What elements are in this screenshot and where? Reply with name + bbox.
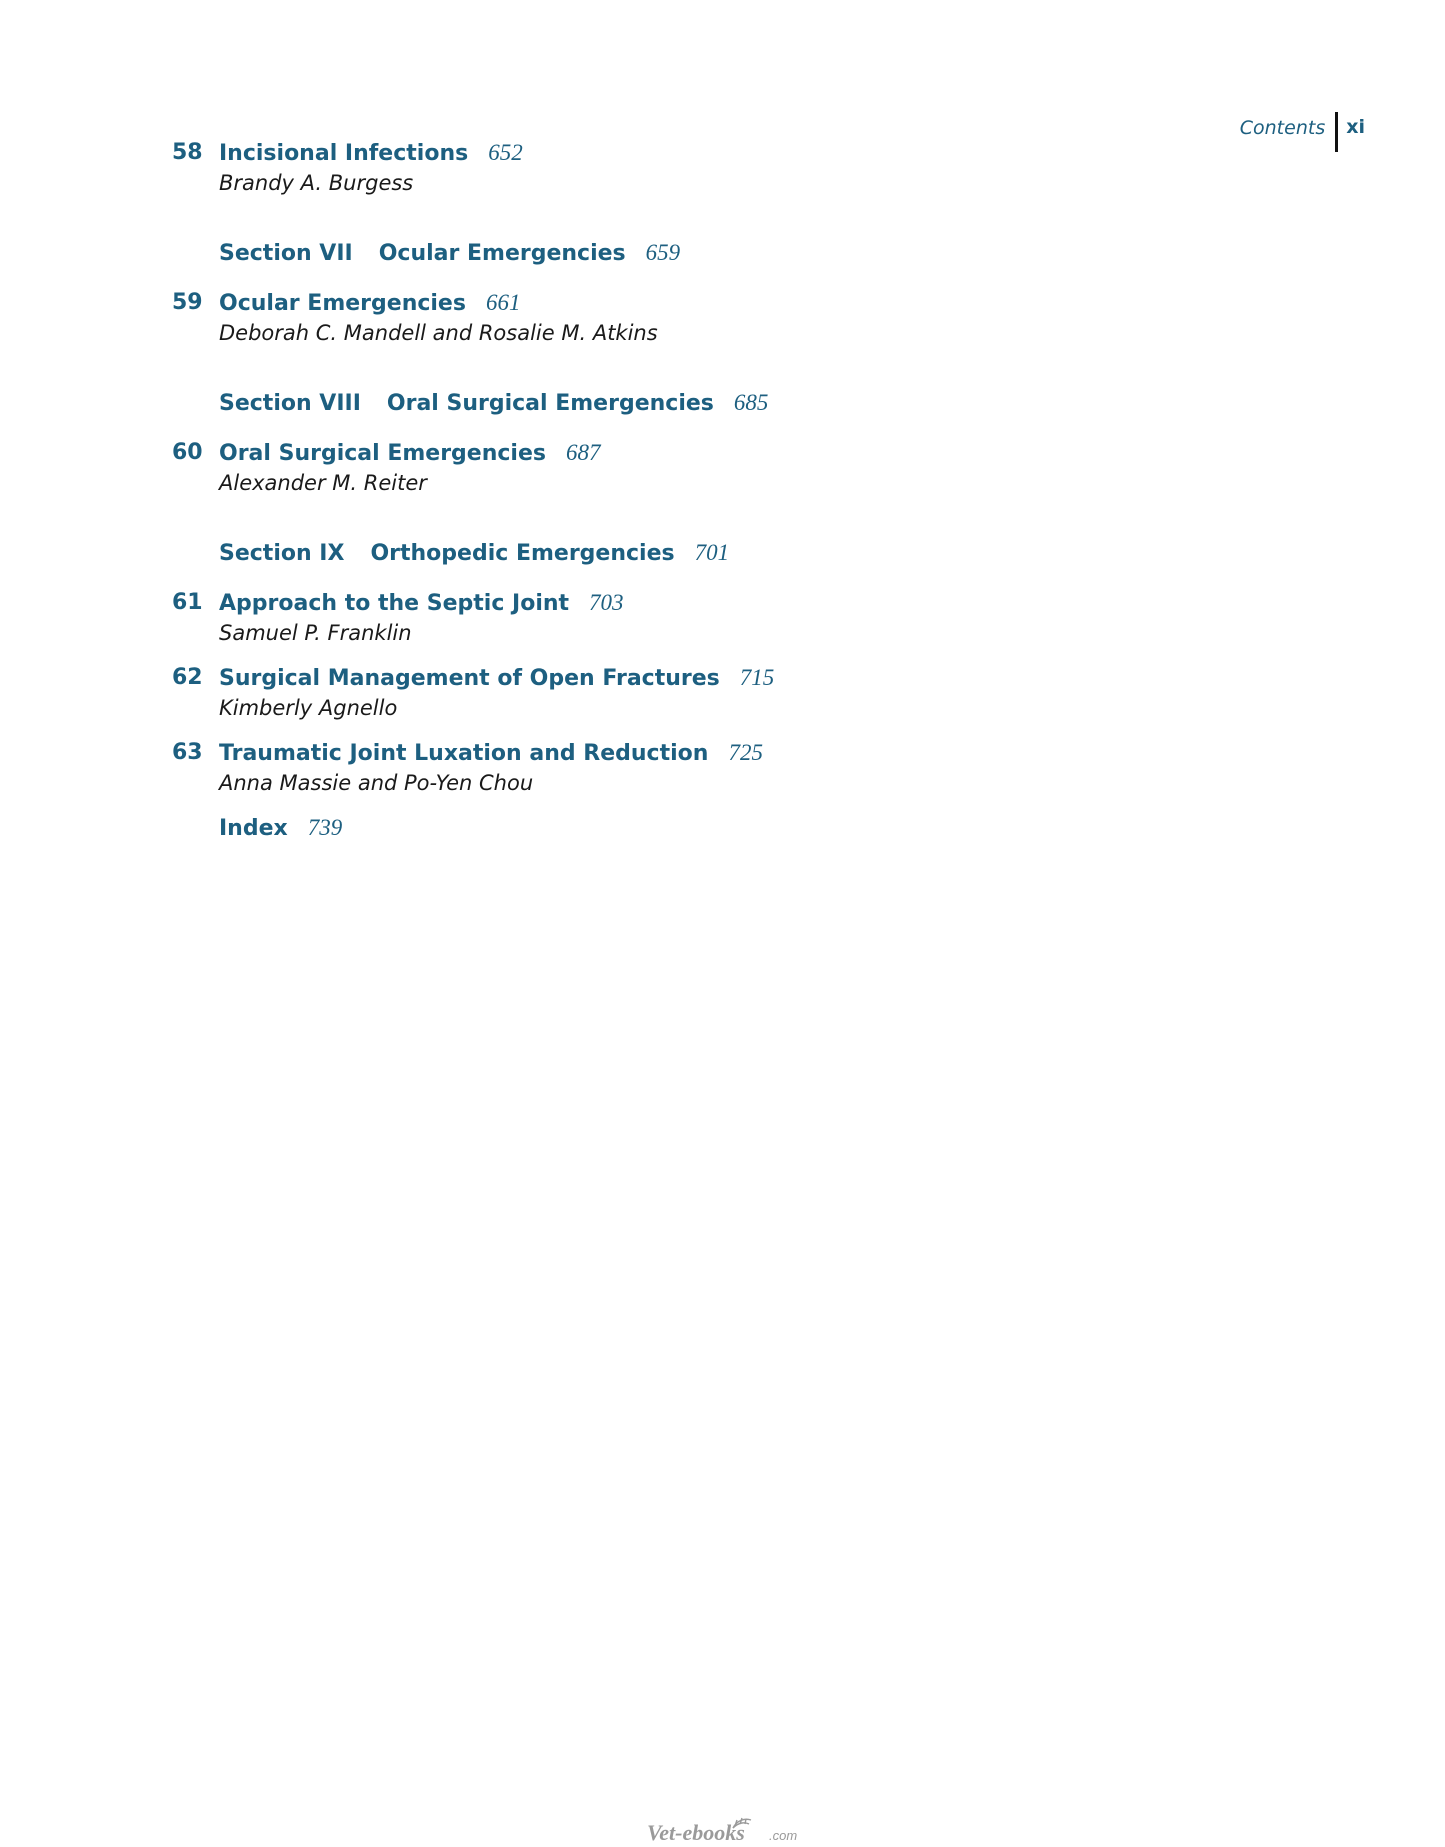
toc-section-vii[interactable] <box>0 238 1300 268</box>
toc-chapter-62[interactable] <box>0 663 1300 720</box>
vet-ebooks-watermark <box>645 1814 815 1846</box>
chapter-page: 661 <box>485 290 521 315</box>
toc-section-viii[interactable] <box>0 388 1300 418</box>
section-label: Section VII <box>219 241 353 266</box>
section-title[interactable]: Oral Surgical Emergencies <box>386 391 714 416</box>
index-title[interactable]: Index <box>219 816 288 841</box>
chapter-title[interactable]: Oral Surgical Emergencies <box>219 441 546 466</box>
section-page: 685 <box>733 390 769 415</box>
chapter-page: 703 <box>589 590 624 615</box>
svg-text:.com: .com <box>769 1828 798 1843</box>
toc-chapter-58[interactable] <box>0 138 1300 195</box>
page-number: xi <box>1346 116 1365 138</box>
chapter-page: 687 <box>565 440 601 465</box>
chapter-number: 60 <box>172 440 203 465</box>
chapter-page: 652 <box>488 140 523 165</box>
chapter-title[interactable]: Incisional Infections <box>219 141 469 166</box>
chapter-authors: Deborah C. Mandell and Rosalie M. Atkins <box>219 321 658 345</box>
svg-text:Vet-ebooks: Vet-ebooks <box>647 1820 745 1845</box>
chapter-authors: Brandy A. Burgess <box>219 171 414 195</box>
section-page: 659 <box>645 240 681 265</box>
toc-chapter-61[interactable] <box>0 588 1300 645</box>
chapter-authors: Kimberly Agnello <box>219 696 398 720</box>
toc-section-ix[interactable] <box>0 538 1300 568</box>
chapter-number: 61 <box>172 590 203 615</box>
chapter-authors: Anna Massie and Po-Yen Chou <box>219 771 534 795</box>
chapter-authors: Samuel P. Franklin <box>219 621 412 645</box>
chapter-authors: Alexander M. Reiter <box>219 471 427 495</box>
running-header-label: Contents <box>1239 117 1326 139</box>
chapter-title[interactable]: Surgical Management of Open Fractures <box>219 666 720 691</box>
chapter-title[interactable]: Ocular Emergencies <box>219 291 466 316</box>
section-page: 701 <box>694 540 730 565</box>
chapter-page: 725 <box>728 740 763 765</box>
section-title[interactable]: Ocular Emergencies <box>378 241 626 266</box>
toc-chapter-63[interactable] <box>0 738 1300 795</box>
chapter-number: 59 <box>172 290 203 315</box>
index-page: 739 <box>307 815 343 840</box>
chapter-title[interactable]: Traumatic Joint Luxation and Reduction <box>219 741 709 766</box>
chapter-page: 715 <box>739 665 775 690</box>
toc-index[interactable] <box>0 813 1300 843</box>
section-title[interactable]: Orthopedic Emergencies <box>370 541 675 566</box>
chapter-number: 63 <box>172 740 203 765</box>
chapter-number: 58 <box>172 140 203 165</box>
toc-chapter-60[interactable] <box>0 438 1300 495</box>
chapter-title[interactable]: Approach to the Septic Joint <box>219 591 570 616</box>
section-label: Section VIII <box>219 391 361 416</box>
toc-chapter-59[interactable] <box>0 288 1300 345</box>
chapter-number: 62 <box>172 665 203 690</box>
section-label: Section IX <box>219 541 345 566</box>
